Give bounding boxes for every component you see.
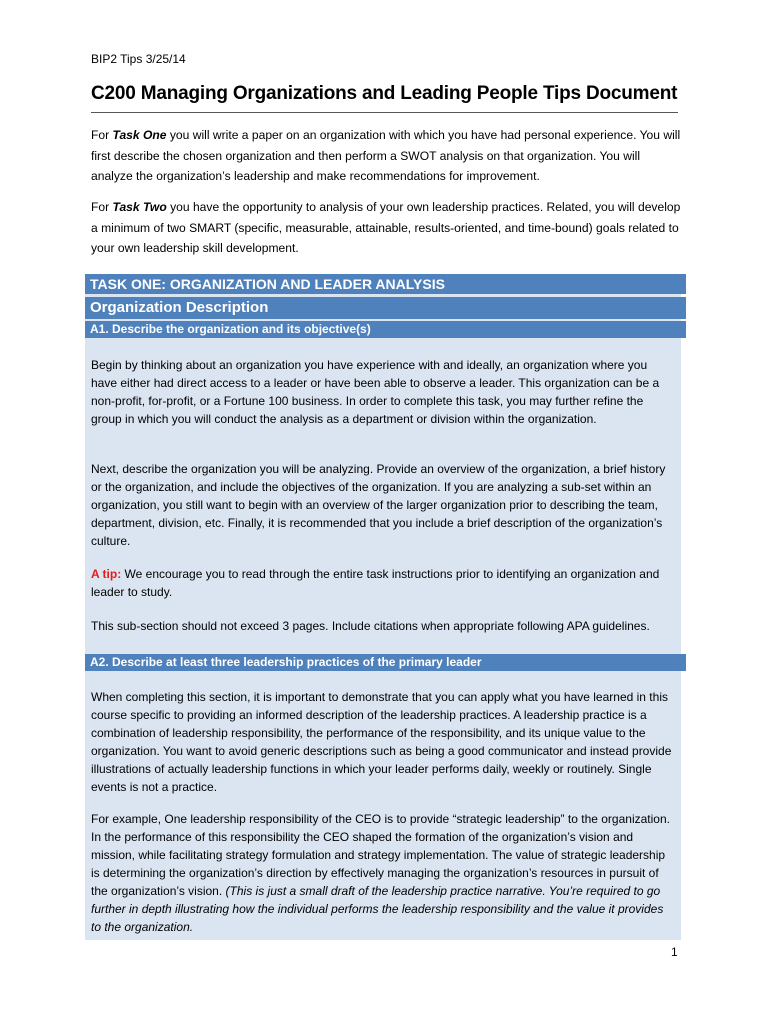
- intro-for: For: [91, 128, 113, 142]
- a2-example-note: (This is just a small draft of the leadership practice narrative. You’re required to go further in depth illustrating how the individual performs the leadership responsibility and the value it provides to the organization.: [91, 884, 664, 934]
- task-two-emphasis: Task Two: [112, 200, 167, 214]
- a2-example-text: For example, One leadership responsibility of the CEO is to provide “strategic leadership” to the organization. In the performance of this responsibility the CEO shaped the formation of the organization’s vision and mission, while facilitating strategy formulation and strategy implementation. The value of strategic leadership is determining the organization’s direction by effectively managing the organization’s resources in pursuit of the organization’s vision.: [91, 812, 670, 898]
- a1-heading: A1. Describe the organization and its objective(s): [85, 321, 686, 338]
- intro-task-two-text: you have the opportunity to analysis of your own leadership practices. Related, you will develop a minimum of two SMART (specific, measurable, attainable, results-oriented, and time-bound) goals related to your own leadership skill development.: [91, 200, 681, 255]
- tip-paragraph: [91, 565, 673, 601]
- tip-label: A tip:: [91, 567, 122, 581]
- a1-paragraph-1: Begin by thinking about an organization you have experience with and ideally, an organization where you have either had direct access to a leader or have been able to observe a leader. This organization can be a non-profit, for-profit, or a Fortune 100 business. In order to complete this task, you may further refine the group in which you will conduct the analysis as a department or division within the organization.: [91, 358, 660, 426]
- task-one-heading: TASK ONE: ORGANIZATION AND LEADER ANALYSIS: [85, 274, 686, 294]
- title-underline: [91, 112, 678, 113]
- a2-paragraph-2: [91, 810, 673, 936]
- a2-paragraph-1: When completing this section, it is important to demonstrate that you can apply what you have learned in this course specific to providing an informed description of the leadership practices. A leadership practice is a combination of leadership responsibility, the performance of the responsibility, and its unique value to the organization. You want to avoid generic descriptions such as being a good communicator and instead provide illustrations of actually leadership functions in which your leader performs daily, weekly or routinely. Single events is not a practice.: [91, 690, 672, 794]
- running-head: BIP2 Tips 3/25/14: [91, 52, 186, 66]
- task-one-section: [85, 274, 681, 940]
- a1-length-note: This sub-section should not exceed 3 pages. Include citations when appropriate following APA guidelines.: [91, 619, 650, 633]
- intro-paragraph-task-two: [91, 197, 681, 259]
- intro-paragraph-task-one: [91, 125, 681, 187]
- intro-task-one-text: you will write a paper on an organization with which you have had personal experience. You will first describe the chosen organization and then perform a SWOT analysis on that organization. You will analyze the organization’s leadership and make recommendations for improvement.: [91, 128, 681, 183]
- document-title: C200 Managing Organizations and Leading People Tips Document: [91, 83, 678, 104]
- intro-for: For: [91, 200, 113, 214]
- a1-paragraph-2: Next, describe the organization you will be analyzing. Provide an overview of the organization, a brief history or the organization, and include the objectives of the organization. If you are analyzing a sub-set within an organization, you still want to begin with an overview of the larger organization prior to describing the team, department, division, etc. Finally, it is recommended that you include a brief description of the organization’s culture.: [91, 462, 666, 548]
- tip-text: We encourage you to read through the entire task instructions prior to identifying an organization and leader to study.: [91, 567, 660, 599]
- a2-heading: A2. Describe at least three leadership practices of the primary leader: [85, 654, 686, 671]
- task-one-emphasis: Task One: [112, 128, 167, 142]
- page-number: 1: [671, 945, 678, 959]
- organization-description-heading: Organization Description: [85, 297, 686, 319]
